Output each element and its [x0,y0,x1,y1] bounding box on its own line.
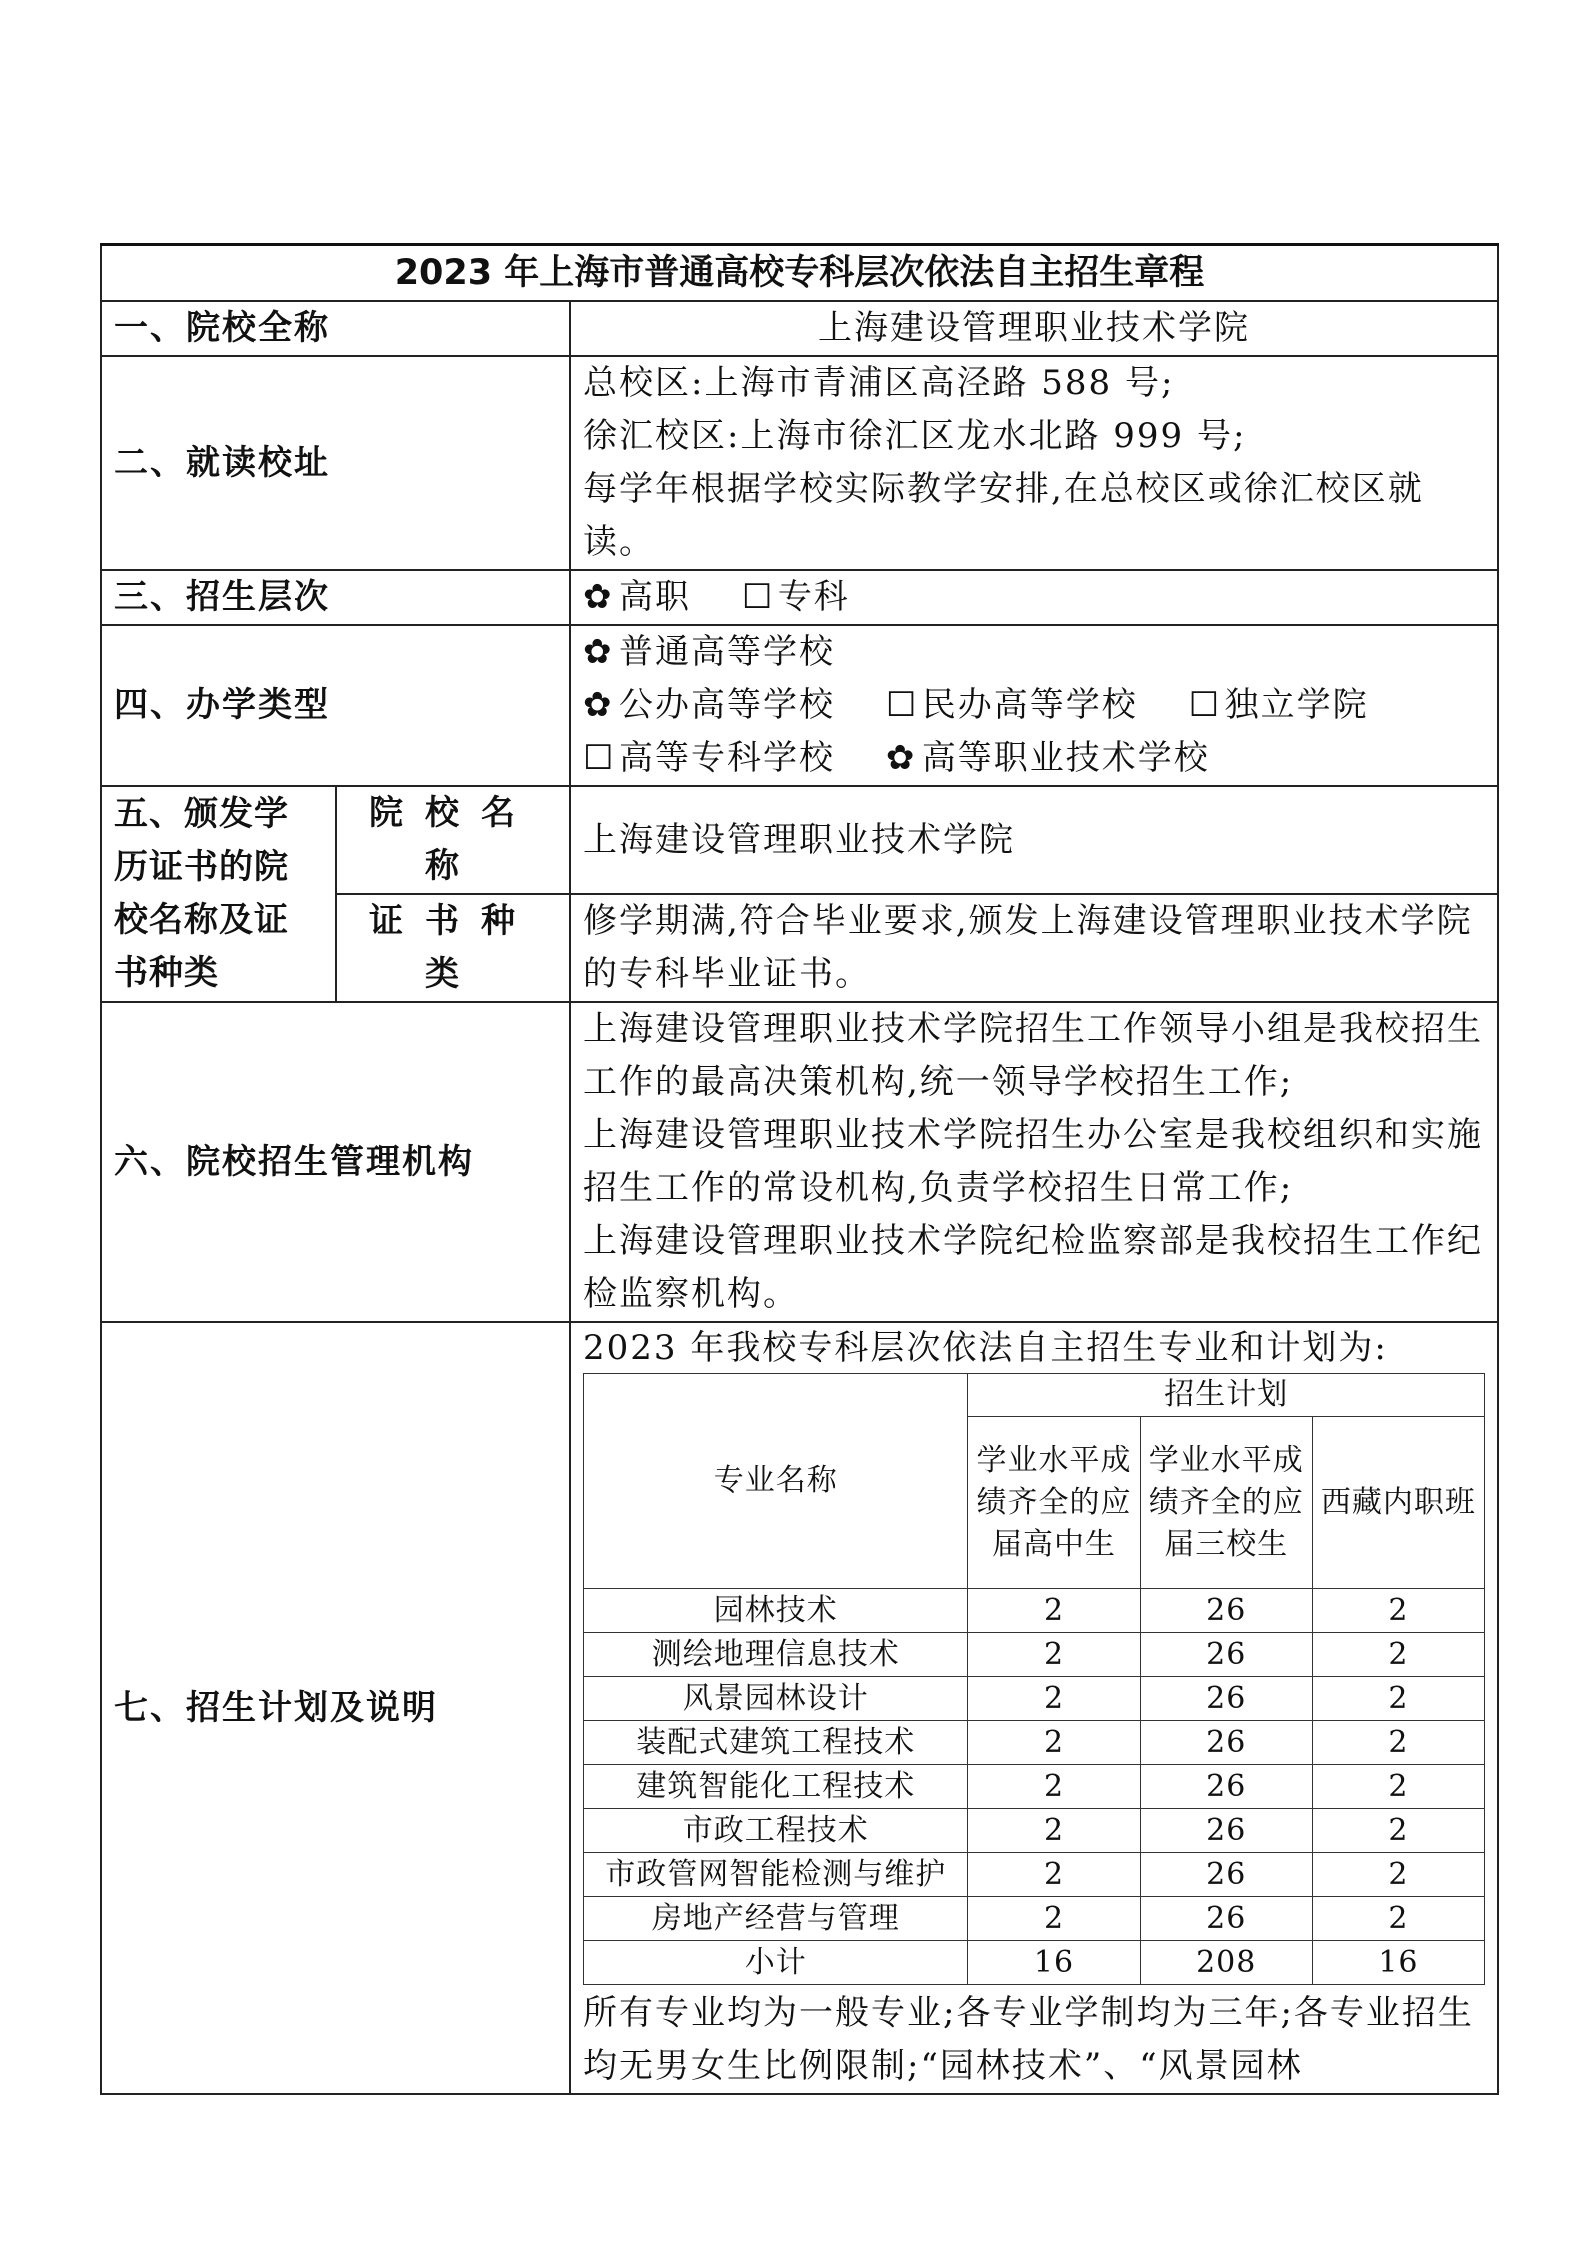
col-header-highschool: 学业水平成绩齐全的应届高中生 [968,1417,1140,1589]
major-name: 房地产经营与管理 [584,1897,968,1941]
type-option-vocational [886,732,1210,785]
plan-value: 26 [1140,1897,1312,1941]
option-label: 民办高等学校 [921,685,1138,725]
plan-value: 2 [1312,1589,1484,1633]
level-option-gaozhi [583,571,691,624]
major-name: 建筑智能化工程技术 [584,1765,968,1809]
empty-box-icon: ☐ [885,685,919,725]
plan-value: 2 [1312,1853,1484,1897]
type-option-private [886,679,1138,732]
option-label: 高等职业技术学校 [921,738,1210,778]
total-row [584,1941,1485,1985]
section-2-label: 二、就读校址 [101,356,570,570]
school-name-label: 院校名称 [336,786,570,894]
total-value: 16 [968,1941,1140,1985]
major-name: 装配式建筑工程技术 [584,1721,968,1765]
section-6-label: 六、院校招生管理机构 [101,1002,570,1322]
total-value: 16 [1312,1941,1484,1985]
plan-value: 2 [1312,1765,1484,1809]
campus-address [570,356,1498,570]
certificate-school-name: 上海建设管理职业技术学院 [570,786,1498,894]
empty-box-icon: ☐ [583,738,616,778]
table-row [584,1853,1485,1897]
section-3-row [101,570,1498,625]
plan-value: 2 [968,1589,1140,1633]
campus-line-3: 每学年根据学校实际教学安排,在总校区或徐汇校区就读。 [583,469,1424,562]
type-option-public [583,679,835,732]
level-option-zhuanke [742,571,850,624]
management-line-1: 上海建设管理职业技术学院招生工作领导小组是我校招生工作的最高决策机构,统一领导学校招生工作; [583,1009,1483,1102]
empty-box-icon: ☐ [741,577,775,617]
school-type-line-3 [583,732,1485,785]
major-name: 风景园林设计 [584,1677,968,1721]
type-option-independent [1189,679,1369,732]
management-line-2: 上海建设管理职业技术学院招生办公室是我校组织和实施招生工作的常设机构,负责学校招生日常工作; [583,1115,1483,1208]
plan-value: 2 [968,1809,1140,1853]
management-line-3: 上海建设管理职业技术学院纪检监察部是我校招生工作纪检监察机构。 [583,1221,1483,1314]
table-row [584,1765,1485,1809]
major-name: 测绘地理信息技术 [584,1633,968,1677]
plan-value: 2 [968,1853,1140,1897]
option-label: 普通高等学校 [619,632,835,672]
plan-value: 26 [1140,1589,1312,1633]
plan-value: 26 [1140,1853,1312,1897]
major-name: 市政工程技术 [584,1809,968,1853]
option-label: 独立学院 [1224,685,1369,725]
section-1-label: 一、院校全称 [101,301,570,356]
table-row [584,1677,1485,1721]
certificate-type-label: 证书种类 [336,894,570,1002]
campus-line-1: 总校区:上海市青浦区高泾路 588 号; [583,363,1175,403]
plan-value: 2 [968,1897,1140,1941]
plan-value: 2 [1312,1633,1484,1677]
document-title: 2023 年上海市普通高校专科层次依法自主招生章程 [101,245,1498,302]
option-label: 专科 [777,577,850,617]
plan-value: 2 [1312,1721,1484,1765]
section-3-label: 三、招生层次 [101,570,570,625]
admission-charter-table [100,243,1499,2095]
major-name: 市政管网智能检测与维护 [584,1853,968,1897]
plan-value: 26 [1140,1677,1312,1721]
plan-value: 2 [1312,1897,1484,1941]
major-name-header: 专业名称 [584,1374,968,1589]
plan-value: 2 [968,1765,1140,1809]
option-label: 公办高等学校 [619,685,835,725]
plan-table [583,1373,1485,1985]
section-7-row [101,1322,1498,2094]
flower-check-icon: ✿ [885,738,917,778]
plan-header-row-1 [584,1374,1485,1417]
plan-value: 2 [968,1677,1140,1721]
table-row [584,1721,1485,1765]
plan-intro: 2023 年我校专科层次依法自主招生专业和计划为: [583,1328,1388,1368]
plan-note: 所有专业均为一般专业;各专业学制均为三年;各专业招生均无男女生比例限制;“园林技术”、“风景园林 [583,1993,1474,2086]
option-label: 高等专科学校 [619,738,835,778]
type-option-college [583,732,835,785]
empty-box-icon: ☐ [1188,685,1222,725]
enrollment-level [570,570,1498,625]
table-row [584,1809,1485,1853]
option-label: 高职 [619,577,691,617]
title-row [101,245,1498,302]
certificate-type-value: 修学期满,符合毕业要求,颁发上海建设管理职业技术学院的专科毕业证书。 [570,894,1498,1002]
plan-value: 2 [968,1721,1140,1765]
admission-plan [570,1322,1498,2094]
table-row [584,1589,1485,1633]
col-header-threeschool: 学业水平成绩齐全的应届三校生 [1140,1417,1312,1589]
plan-header: 招生计划 [968,1374,1485,1417]
section-5-label: 五、颁发学历证书的院校名称及证书种类 [101,786,336,1002]
table-row [584,1897,1485,1941]
col-header-tibet: 西藏内职班 [1312,1417,1484,1589]
section-2-row [101,356,1498,570]
plan-value: 2 [1312,1677,1484,1721]
campus-line-2: 徐汇校区:上海市徐汇区龙水北路 999 号; [583,416,1247,456]
total-label: 小计 [584,1941,968,1985]
section-1-row [101,301,1498,356]
admission-management [570,1002,1498,1322]
flower-check-icon: ✿ [583,685,614,725]
section-5-row-name [101,786,1498,894]
plan-value: 26 [1140,1809,1312,1853]
section-7-label: 七、招生计划及说明 [101,1322,570,2094]
flower-check-icon: ✿ [583,632,614,672]
section-6-row [101,1002,1498,1322]
flower-check-icon: ✿ [583,577,614,617]
school-type [570,625,1498,786]
section-4-label: 四、办学类型 [101,625,570,786]
school-type-line-2 [583,679,1485,732]
school-type-line-1 [583,626,1485,679]
section-4-row [101,625,1498,786]
total-value: 208 [1140,1941,1312,1985]
plan-value: 2 [968,1633,1140,1677]
school-full-name: 上海建设管理职业技术学院 [570,301,1498,356]
plan-value: 26 [1140,1633,1312,1677]
plan-value: 26 [1140,1721,1312,1765]
table-row [584,1633,1485,1677]
major-name: 园林技术 [584,1589,968,1633]
plan-value: 2 [1312,1809,1484,1853]
plan-value: 26 [1140,1765,1312,1809]
